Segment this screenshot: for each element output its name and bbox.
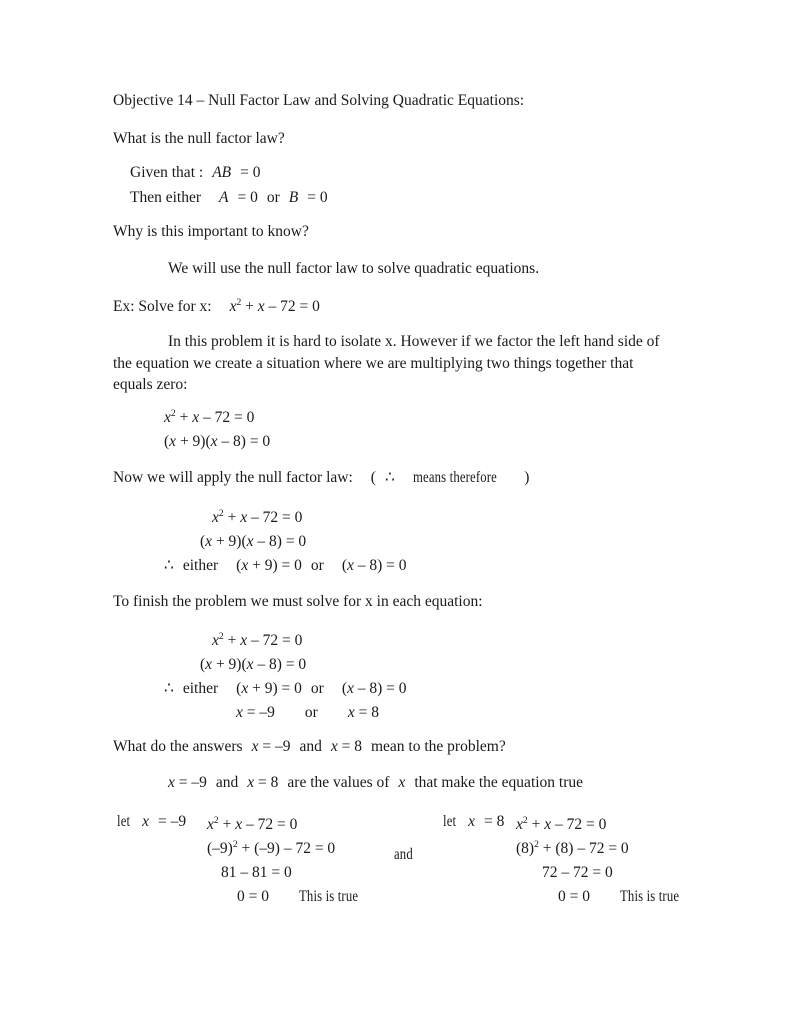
answer-values-meaning: x = –9 and x = 8 are the values of x that make the equation true <box>168 774 584 791</box>
equation-block-solve <box>164 629 407 725</box>
or-word: or <box>310 557 324 574</box>
equation-row: $x^2 + x - 72 = 0$ <box>212 630 303 649</box>
q3-suffix: mean to the problem? <box>370 738 506 755</box>
paren-open: ( <box>370 469 376 486</box>
then-a-rhs: = 0 <box>237 189 258 206</box>
check-right-verdict: This is true <box>620 888 680 905</box>
apply-label: Now we will apply the null factor law: <box>113 469 353 486</box>
equation-row: (x + 9)(x – 8) = 0 <box>164 433 271 450</box>
and-connector: and <box>394 846 413 863</box>
given-ab-rhs: = 0 <box>240 164 261 181</box>
therefore-symbol: ∴ <box>384 469 395 486</box>
q3-prefix: What do the answers <box>113 738 243 755</box>
equation-row: $x^2 + x - 72 = 0$ <box>164 407 255 426</box>
equation-row-verdict: 0 = 0 This is true <box>516 885 692 909</box>
paragraph-isolate-x: In this problem it is hard to isolate x. However if we factor the left hand side of the equation we create a situation where we are multiplying two things together that equals zero: <box>113 333 660 393</box>
answer3-tail2: that make the equation true <box>414 774 584 791</box>
equation-row: 72 – 72 = 0 <box>542 864 613 881</box>
either-word: either <box>182 680 219 697</box>
equation-row: (x + 9)(x – 8) = 0 <box>200 656 307 673</box>
equation-row-verdict: 0 = 0 This is true <box>207 885 371 909</box>
equation-row: $x^2 + x - 72 = 0$ <box>207 814 298 833</box>
or-word: or <box>310 680 324 697</box>
example-equation: $x^2 + x - 72 = 0$ <box>229 296 320 315</box>
therefore-symbol: ∴ <box>164 557 174 574</box>
equation-row-either: ∴ either (x + 9) = 0 or (x – 8) = 0 <box>164 680 407 697</box>
equation-row: $(8)^2 + (8) - 72 = 0$ <box>516 838 629 857</box>
answer-why-important: We will use the null factor law to solve quadratic equations. <box>168 260 540 277</box>
equation-row: $x^2 + x - 72 = 0$ <box>212 507 303 526</box>
equation-row: $x^2 + x - 72 = 0$ <box>516 814 607 833</box>
equation-row: 81 – 81 = 0 <box>221 864 292 881</box>
therefore-symbol: ∴ <box>164 680 174 697</box>
check-left-work <box>207 813 371 909</box>
equation-row: (x + 9)(x – 8) = 0 <box>200 533 307 550</box>
q3-and: and <box>299 738 322 755</box>
example-statement <box>113 296 320 315</box>
equation-row-either: ∴ either (x + 9) = 0 or (x – 8) = 0 <box>164 557 407 574</box>
check-left-let: let x = –9 <box>117 813 187 830</box>
question-why-important: Why is this important to know? <box>113 223 309 240</box>
answer3-tail: are the values of <box>287 774 390 791</box>
either-word: either <box>182 557 219 574</box>
equation-row: $(-9)^2 + (-9) - 72 = 0$ <box>207 838 336 857</box>
answer3-and: and <box>215 774 239 791</box>
paren-close: ) <box>524 469 530 486</box>
check-right-let-value: = 8 <box>483 813 505 830</box>
check-right-let: let x = 8 <box>443 813 505 830</box>
then-label: Then either <box>130 189 202 206</box>
equation-block-apply-nfl <box>164 506 407 578</box>
then-statement <box>130 190 328 206</box>
given-ab-var: AB <box>212 164 232 181</box>
check-right-let-label: let <box>443 813 457 830</box>
equation-row-solutions: x = –9 or x = 8 <box>236 704 379 721</box>
check-right-work <box>516 813 692 909</box>
means-therefore-annotation: means therefore <box>412 469 497 486</box>
then-b-rhs: = 0 <box>307 189 328 206</box>
question-null-factor-law: What is the null factor law? <box>113 130 285 147</box>
then-a-var: A <box>219 189 229 206</box>
equation-block-factoring <box>164 406 270 454</box>
example-label: Ex: Solve for x: <box>113 298 212 315</box>
page-title: Objective 14 – Null Factor Law and Solving Quadratic Equations: <box>113 92 525 109</box>
check-left-let-value: = –9 <box>157 813 187 830</box>
question-answers-meaning: What do the answers x = –9 and x = 8 mean to the problem? <box>113 738 506 755</box>
given-statement <box>130 165 261 181</box>
then-b-var: B <box>288 189 299 206</box>
finish-problem-label: To finish the problem we must solve for x in each equation: <box>113 593 483 610</box>
given-label: Given that : <box>130 164 204 181</box>
then-or: or <box>266 189 280 206</box>
or-word: or <box>304 704 318 721</box>
check-left-let-label: let <box>117 813 131 830</box>
check-left-verdict: This is true <box>299 888 359 905</box>
apply-null-factor-law-line <box>113 470 529 486</box>
